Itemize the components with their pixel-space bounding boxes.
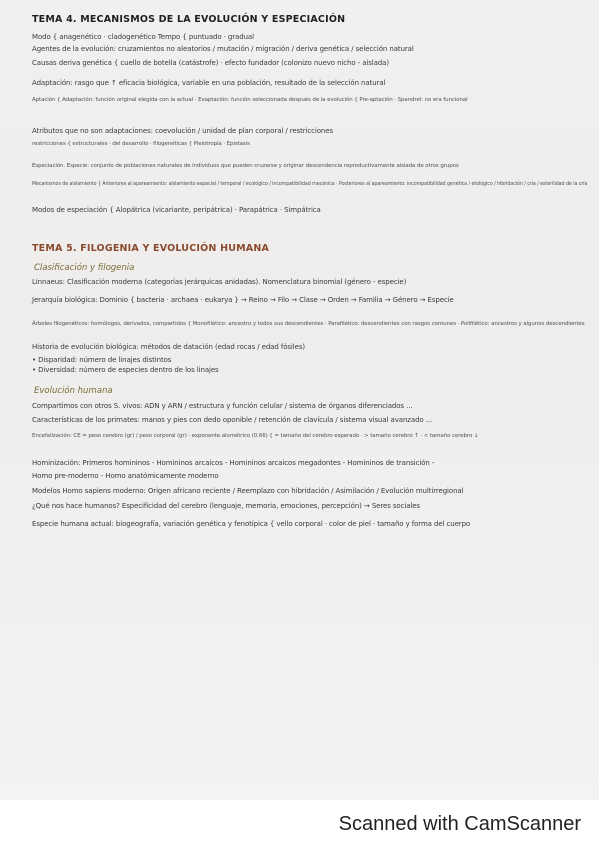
note-line: • Diversidad: número de especies dentro de los linajes: [32, 366, 219, 374]
note-line: Adaptación: rasgo que ↑ eficacia biológica, variable en una población, resultado de la selección natural: [32, 79, 386, 87]
note-line: Atributos que no son adaptaciones: coevolución / unidad de plan corporal / restricciones: [32, 127, 334, 135]
note-line: • Disparidad: número de linajes distintos: [32, 356, 172, 364]
note-line: Hominización: Primeros homininos - Homininos arcaicos - Homininos arcaicos megadontes - Homininos de transición -: [32, 459, 435, 467]
note-line: Homo pre-moderno - Homo anatómicamente moderno: [32, 472, 219, 480]
note-line: Modo { anagenético · cladogenético Tempo { puntuado · gradual: [32, 33, 254, 41]
note-line: Aptación { Adaptación: función original elegida con la actual · Exaptación: función seleccionada después de la evolución { Pre-aptación · Spandrel: no era funcional: [32, 97, 468, 103]
note-line: Compartimos con otros S. vivos: ADN y ARN / estructura y función celular / sistema de órganos diferenciados ...: [32, 402, 413, 410]
tema5-title: TEMA 5. FILOGENIA Y EVOLUCIÓN HUMANA: [32, 243, 270, 254]
note-line: Mecanismos de aislamiento { Anteriores al apareamiento: aislamiento espacial / temporal / ecológico / incompatibilidad mecánica · Posteriores al apareamiento: incompatibilidad genética / etológico / hibridación / cría / esterilidad de la cría: [32, 181, 588, 187]
note-line: Agentes de la evolución: cruzamientos no aleatorios / mutación / migración / deriva genética / selección natural: [32, 45, 414, 53]
note-line: Especie humana actual: biogeografía, variación genética y fenotípica { vello corporal · color de piel · tamaño y forma del cuerpo: [32, 520, 471, 528]
note-line: Jerarquía biológica: Dominio { bacteria · archaea · eukarya } → Reino → Filo → Clase → Orden → Familia → Género → Especie: [32, 296, 454, 304]
note-line: Historia de evolución biológica: métodos de datación (edad rocas / edad fósiles): [32, 343, 306, 351]
note-line: Características de los primates: manos y pies con dedo oponible / retención de clavícula / sistema visual avanzado ...: [32, 416, 433, 424]
section-heading: Evolución humana: [34, 386, 113, 396]
note-line: Causas deriva genética { cuello de botella (catástrofe) · efecto fundador (colonizo nuevo nicho - aislada): [32, 59, 389, 67]
note-line: restricciones { estructurales · del desarrollo · filogenéticas { Pleiotropía · Epistasis: [32, 141, 250, 147]
camscanner-watermark: Scanned with CamScanner: [338, 813, 581, 835]
note-line: Especiación. Especie: conjunto de poblaciones naturales de individuos que pueden cruzarse y originar descendencia reproductivamente aislada de otros grupos: [32, 163, 459, 169]
tema4-title: TEMA 4. MECANISMOS DE LA EVOLUCIÓN Y ESPECIACIÓN: [32, 14, 346, 25]
note-line: Modos de especiación { Alopátrica (vicariante, peripátrica) · Parapátrica · Simpátrica: [32, 206, 321, 214]
note-line: Árboles filogenéticos: homólogos, derivados, compartidos { Monofilético: ancestro y todos sus descendientes · Parafilético: descendientes con rasgos comunes · Polifilético: ancestros y algunos descendientes: [32, 321, 585, 327]
section-heading: Clasificación y filogenia: [34, 263, 135, 273]
note-line: Linnaeus: Clasificación moderna (categorías jerárquicas anidadas). Nomenclatura binomial (género - especie): [32, 278, 407, 286]
note-line: ¿Qué nos hace humanos? Especificidad del cerebro (lenguaje, memoria, emociones, percepción) → Seres sociales: [32, 502, 420, 510]
note-line: Encefalización: CE = peso cerebro (gr) / peso corporal (gr) · exponente alométrico (0.66) { = tamaño del cerebro esperado · > tamaño cerebro ↑ · < tamaño cerebro ↓: [32, 433, 479, 439]
note-line: Modelos Homo sapiens moderno: Origen africano reciente / Reemplazo con hibridación / Asimilación / Evolución multirregional: [32, 487, 464, 495]
